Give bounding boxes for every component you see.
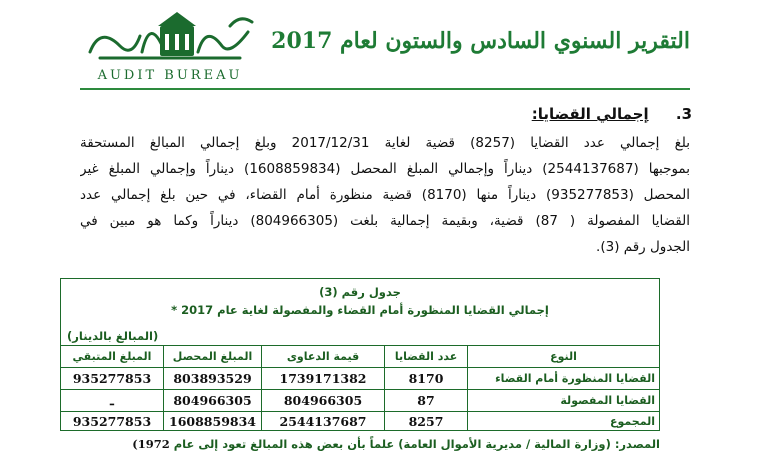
table-caption-title: إجمالي القضايا المنظورة أمام القضاء والمفصولة لغاية عام 2017 * <box>171 303 549 317</box>
source-year: 1972) <box>132 437 170 451</box>
paragraph-line: بموجبها (2544137687) ديناراً وإجمالي المبلغ المحصل (1608859834) ديناراً وإجمالي المبلغ غير <box>80 161 690 177</box>
section-heading <box>532 105 692 123</box>
header-collected: المبلغ المحصل <box>163 346 261 368</box>
paragraph-line: القضايا المفصولة ( 87) قضية، وبقيمة إجمالية بلغت (804966305) ديناراً وكما هو مبين في <box>80 213 690 229</box>
cell-remaining: 935277853 <box>72 413 152 429</box>
paragraph-line: المحصل (935277853) ديناراً منها (8170) قضية منظورة أمام القضاء، في حين بلغ إجمالي عدد <box>80 187 690 203</box>
table-caption-number: جدول رقم (3) <box>319 285 401 299</box>
cell-claims-value: 1739171382 <box>261 368 384 390</box>
header-type: النوع <box>467 346 659 368</box>
cell-claims-value: 2544137687 <box>261 412 384 430</box>
header-remaining: المبلغ المتبقي <box>61 346 163 368</box>
paragraph-line: بلغ إجمالي عدد القضايا (8257) قضية لغاية 2017/12/31 وبلغ إجمالي المبالغ المستحقة <box>80 135 690 151</box>
paragraph-line: الجدول رقم (3). <box>596 239 690 255</box>
cell-collected: 803893529 <box>163 368 261 390</box>
logo-text: AUDIT BUREAU <box>97 68 243 83</box>
cell-count: 8170 <box>384 368 467 390</box>
cell-count: 8257 <box>384 412 467 430</box>
source-text: المصدر: (وزارة المالية / مديرية الأموال العامة) علماً بأن بعض هذه المبالغ تعود إلى عام <box>173 437 660 451</box>
audit-bureau-logo <box>80 6 260 86</box>
logo-emblem-icon <box>80 6 260 70</box>
report-title: التقرير السنوي السادس والستون لعام 2017 <box>271 28 690 54</box>
section-number: 3. <box>675 105 692 123</box>
row-label-pending: القضايا المنظورة أمام القضاء <box>467 368 659 390</box>
header-divider <box>80 88 690 90</box>
table-unit: (المبالغ بالدينار) <box>67 329 159 343</box>
cell-collected: 804966305 <box>163 390 261 412</box>
section-title: إجمالي القضايا: <box>531 105 649 123</box>
header-claims-value: قيمة الدعاوى <box>261 346 384 368</box>
cell-collected: 1608859834 <box>163 412 261 430</box>
row-label-total: المجموع <box>467 412 659 430</box>
cell-claims-value: 804966305 <box>261 390 384 412</box>
cell-count: 87 <box>384 390 467 412</box>
table-grid <box>61 345 659 430</box>
cases-table <box>60 278 660 431</box>
row-label-settled: القضايا المفصولة <box>467 390 659 412</box>
cell-remaining: 935277853 <box>61 368 163 390</box>
cell-remaining: ـ <box>61 390 163 412</box>
header-count: عدد القضايا <box>384 346 467 368</box>
source-note <box>62 437 660 451</box>
body-paragraph <box>80 130 690 260</box>
